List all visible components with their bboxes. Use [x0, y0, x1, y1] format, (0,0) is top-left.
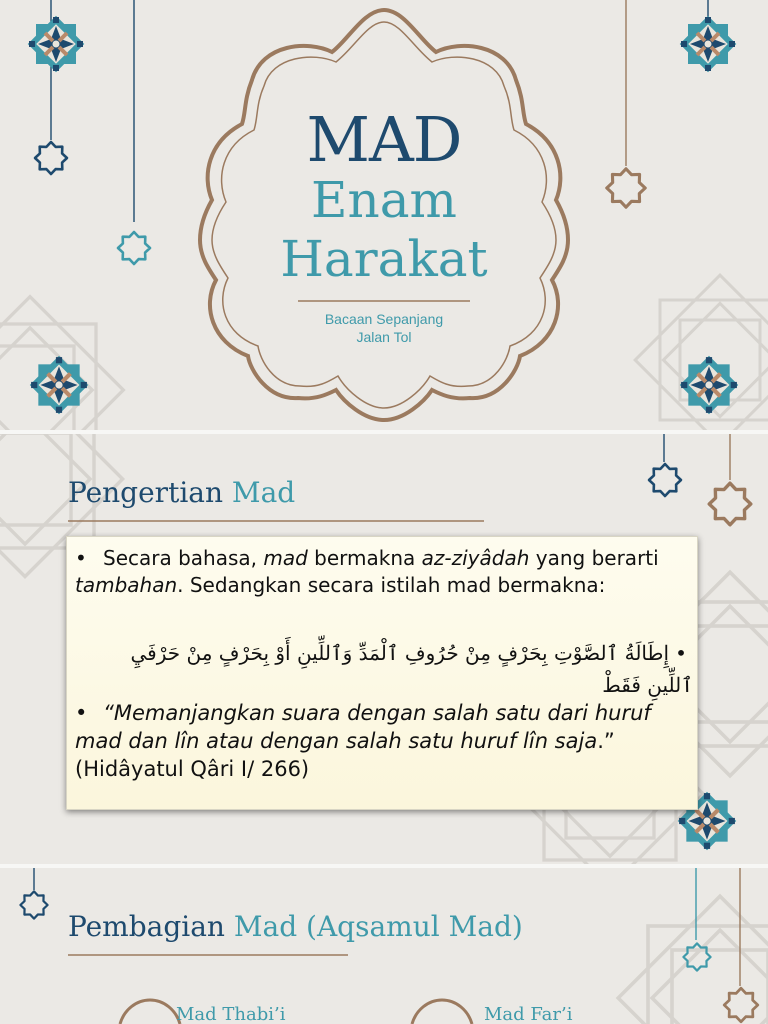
section-heading-definition: [68, 476, 295, 509]
star-ornament-icon: [20, 891, 47, 918]
lattice-pattern-icon: [618, 896, 768, 1024]
heading-accent-text: Mad: [231, 476, 296, 509]
bullet1-italic-ziyadah: az-ziyâdah: [421, 546, 530, 570]
bullet1-text-5: yang berarti: [529, 546, 659, 570]
slide-title: [0, 0, 768, 430]
title-line-3: Harakat: [280, 230, 488, 288]
star-ornament-icon: [709, 483, 751, 525]
subtitle: [284, 310, 484, 346]
bullet-1: [75, 545, 685, 599]
heading-accent-text: Mad (Aqsamul Mad): [233, 910, 523, 943]
bullet-icon: •: [75, 701, 88, 725]
section-heading-division: [68, 910, 523, 943]
arabesque-tile-icon: [680, 16, 737, 73]
bullet1-text-3: bermakna: [307, 546, 422, 570]
definition-card: [66, 536, 698, 810]
arabesque-tile-icon: [680, 356, 738, 414]
bullet1-italic-tambahan: tambahan: [75, 573, 178, 597]
quote-italic-text: “Memanjangkan suara dengan salah satu dari huruf mad dan lîn atau dengan salah satu huruf lîn saja: [75, 701, 651, 753]
star-ornament-icon: [724, 988, 758, 1022]
bullet-2-arabic: [93, 637, 693, 701]
heading-main-text: Pembagian: [68, 910, 234, 943]
quote-citation-text: .” (Hidâyatul Qâri I/ 266): [75, 729, 615, 781]
mad-thabii-label: Mad Thabi’i: [176, 1004, 286, 1024]
slide-division: [0, 868, 768, 1024]
heading-main-text: Pengertian: [68, 476, 232, 509]
arabesque-tile-icon: [30, 356, 88, 414]
subtitle-line-1: Bacaan Sepanjang: [324, 311, 444, 327]
star-ornament-icon: [649, 464, 681, 496]
arabesque-tile-icon: [28, 16, 85, 73]
bullet1-text-7: . Sedangkan secara istilah mad bermakna:: [177, 573, 606, 597]
bullet1-italic-mad: mad: [263, 546, 308, 570]
bullet1-text-1: Secara bahasa,: [103, 546, 264, 570]
slide3-decoration: [0, 868, 768, 1024]
bullet-3: [75, 699, 687, 783]
arabic-definition-text: إِطَالَةُ ٱلصَّوْتِ بِحَرْفٍ مِنْ حُرُوفِ ٱلْمَدِّ وَٱللِّينِ أَوْ بِحَرْفٍ مِنْ حَرْفَيِ ٱللِّينِ فَقَطْ: [130, 641, 693, 697]
mad-fari-label: Mad Far’i: [484, 1004, 573, 1024]
subtitle-line-2: Jalan Tol: [356, 329, 412, 345]
scallop-ornament-icon: [412, 1000, 472, 1024]
bullet-icon: •: [75, 546, 87, 570]
title-line-1: MAD: [306, 103, 462, 176]
bullet-icon: •: [675, 641, 687, 665]
star-ornament-icon: [683, 943, 710, 970]
scallop-ornament-icon: [120, 1000, 180, 1024]
title-line-2: Enam: [311, 171, 457, 229]
